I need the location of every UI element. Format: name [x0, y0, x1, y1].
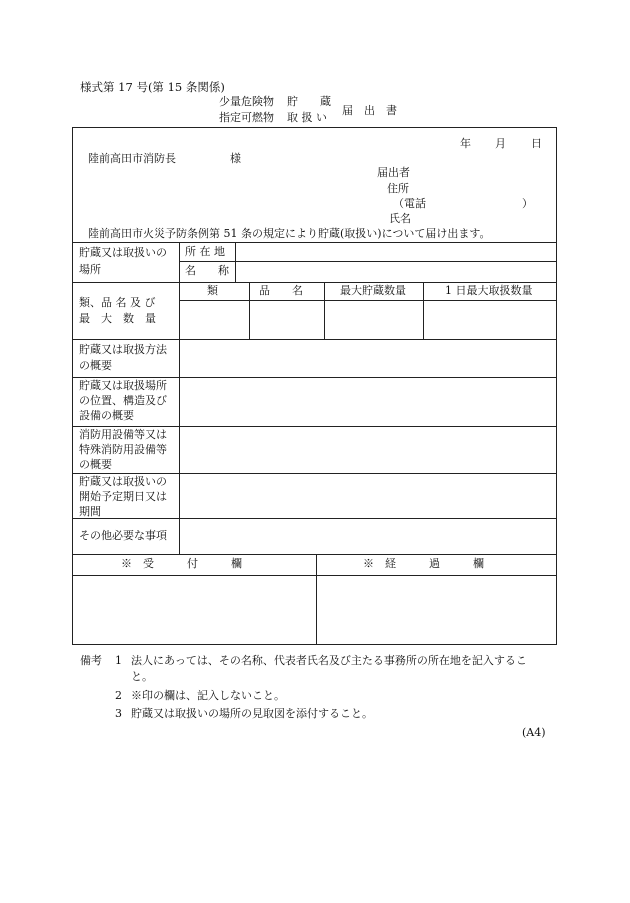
- reception-label: ※ 受 付 欄: [121, 557, 242, 570]
- facility-label-1: 貯蔵又は取扱場所: [79, 379, 167, 392]
- facility-label-3: 設備の概要: [79, 409, 134, 422]
- fire-label-1: 消防用設備等又は: [79, 428, 167, 441]
- items-label-1: 類、品 名 及 び: [79, 296, 156, 309]
- progress-label: ※ 経 過 欄: [363, 557, 484, 570]
- place-label-1: 貯蔵又は取扱いの: [79, 246, 167, 259]
- form-number: 様式第 17 号(第 15 条関係): [80, 80, 225, 94]
- method-label-2: の概要: [79, 359, 112, 372]
- note-1-cont: と。: [131, 670, 153, 683]
- statement: 陸前高田市火災予防条例第 51 条の規定により貯蔵(取扱い)について届け出ます。: [88, 227, 491, 240]
- date-month: 月: [495, 137, 506, 150]
- notes-label: 備考: [80, 654, 102, 667]
- note-2-text: ※印の欄は、記入しないこと。: [131, 689, 285, 702]
- place-label-2: 場所: [79, 263, 101, 276]
- other-label: その他必要な事項: [79, 529, 167, 542]
- address-label: 住所: [387, 182, 409, 195]
- paper-size: (A4): [522, 726, 546, 739]
- title-line2-right: 取 扱 い: [287, 111, 327, 124]
- title-line2-left: 指定可燃物: [219, 111, 274, 124]
- col-item: 品 名: [259, 284, 303, 297]
- honorific: 様: [230, 152, 241, 165]
- facility-label-2: の位置、構造及び: [79, 394, 167, 407]
- items-label-2: 最 大 数 量: [79, 312, 156, 325]
- addressee: 陸前高田市消防長: [88, 152, 176, 165]
- note-1-text: 法人にあっては、その名称、代表者氏名及び主たる事務所の所在地を記入するこ: [131, 654, 527, 667]
- form-table: [72, 127, 557, 645]
- note-2-num: 2: [115, 689, 122, 702]
- fire-label-2: 特殊消防用設備等: [79, 443, 167, 456]
- col-kind: 類: [207, 284, 218, 297]
- name-field-label: 名 称: [185, 264, 229, 277]
- method-label-1: 貯蔵又は取扱方法: [79, 343, 167, 356]
- date-day: 日: [531, 137, 542, 150]
- phone-open: （電話: [393, 197, 426, 210]
- name-label: 氏名: [389, 212, 411, 225]
- location-label: 所 在 地: [185, 245, 225, 258]
- col-daily-max: 1 日最大取扱数量: [445, 284, 533, 297]
- period-label-3: 期間: [79, 505, 101, 518]
- phone-close: ）: [522, 197, 533, 210]
- col-max-storage: 最大貯蔵数量: [340, 284, 406, 297]
- title-suffix: 届 出 書: [342, 104, 397, 117]
- date-year: 年: [460, 137, 471, 150]
- note-3-text: 貯蔵又は取扱いの場所の見取図を添付すること。: [131, 707, 373, 720]
- fire-label-3: の概要: [79, 458, 112, 471]
- submitter-label: 届出者: [377, 166, 410, 179]
- period-label-2: 開始予定期日又は: [79, 490, 167, 503]
- title-line1-left: 少量危険物: [219, 95, 274, 108]
- note-3-num: 3: [115, 707, 122, 720]
- note-1-num: 1: [115, 654, 122, 667]
- title-line1-right: 貯 蔵: [287, 95, 331, 108]
- period-label-1: 貯蔵又は取扱いの: [79, 475, 167, 488]
